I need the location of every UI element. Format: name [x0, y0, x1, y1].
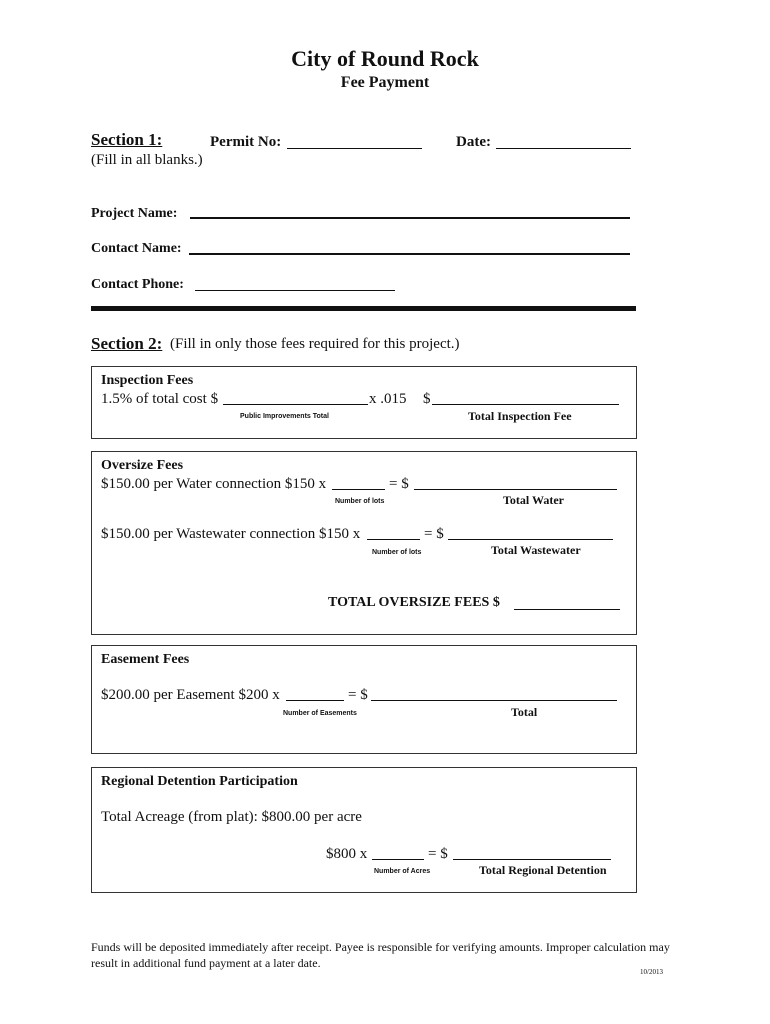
- regional-caption-right: Total Regional Detention: [479, 863, 607, 877]
- total-oversize-label: TOTAL OVERSIZE FEES $: [328, 595, 500, 610]
- regional-title: Regional Detention Participation: [101, 774, 298, 789]
- section-divider: [91, 306, 636, 311]
- oversize-title: Oversize Fees: [101, 458, 184, 473]
- inspection-dollar: $: [423, 391, 431, 407]
- regional-total-field[interactable]: [453, 859, 611, 860]
- regional-caption-left: Number of Acres: [374, 868, 431, 875]
- contact-phone-label: Contact Phone:: [91, 277, 184, 292]
- easement-caption-left: Number of Easements: [283, 710, 357, 717]
- regional-calc-prefix: $800 x: [326, 846, 368, 862]
- public-improvements-total-field[interactable]: [223, 404, 368, 405]
- contact-name-field[interactable]: [189, 253, 630, 255]
- easement-line: $200.00 per Easement $200 x: [101, 687, 280, 703]
- inspection-caption-right: Total Inspection Fee: [468, 409, 572, 423]
- water-lots-field[interactable]: [332, 489, 385, 490]
- inspection-title: Inspection Fees: [101, 373, 194, 388]
- permit-label: Permit No:: [210, 134, 282, 150]
- total-inspection-fee-field[interactable]: [432, 404, 619, 405]
- inspection-multiplier: x .015: [369, 391, 407, 407]
- wastewater-eq: = $: [424, 526, 444, 542]
- section1-heading: Section 1:: [91, 130, 163, 149]
- contact-phone-field[interactable]: [195, 290, 395, 291]
- acres-field[interactable]: [372, 859, 424, 860]
- regional-eq: = $: [428, 846, 448, 862]
- date-label: Date:: [456, 134, 491, 150]
- inspection-line: 1.5% of total cost $: [101, 391, 219, 407]
- acreage-line: Total Acreage (from plat): $800.00 per acre: [101, 809, 362, 825]
- easement-title: Easement Fees: [101, 652, 190, 667]
- revision-date: 10/2013: [640, 968, 663, 976]
- wastewater-caption-right: Total Wastewater: [491, 543, 581, 557]
- total-water-field[interactable]: [414, 489, 617, 490]
- water-caption-left: Number of lots: [335, 498, 385, 505]
- form-title: City of Round Rock: [291, 46, 479, 71]
- wastewater-lots-field[interactable]: [367, 539, 420, 540]
- wastewater-caption-left: Number of lots: [372, 549, 422, 556]
- water-eq: = $: [389, 476, 409, 492]
- easement-count-field[interactable]: [286, 700, 344, 701]
- inspection-caption-left: Public Improvements Total: [240, 413, 329, 420]
- easement-total-field[interactable]: [371, 700, 617, 701]
- permit-no-field[interactable]: [287, 148, 422, 149]
- section2-heading: Section 2:: [91, 334, 163, 353]
- easement-eq: = $: [348, 687, 368, 703]
- total-oversize-field[interactable]: [514, 609, 620, 610]
- project-name-label: Project Name:: [91, 206, 178, 221]
- water-caption-right: Total Water: [503, 493, 565, 507]
- contact-name-label: Contact Name:: [91, 241, 182, 256]
- wastewater-connection-line: $150.00 per Wastewater connection $150 x: [101, 526, 361, 542]
- easement-caption-right: Total: [511, 705, 538, 719]
- water-connection-line: $150.00 per Water connection $150 x: [101, 476, 327, 492]
- section2-instruction: (Fill in only those fees required for this project.): [170, 336, 460, 352]
- project-name-field[interactable]: [190, 217, 630, 219]
- section1-instruction: (Fill in all blanks.): [91, 152, 203, 168]
- footer-note: Funds will be deposited immediately after receipt. Payee is responsible for verifying amounts. Improper calculation may result in additional fund payment at a later date.: [91, 940, 670, 970]
- total-wastewater-field[interactable]: [448, 539, 613, 540]
- date-field[interactable]: [496, 148, 631, 149]
- form-subtitle: Fee Payment: [340, 74, 430, 91]
